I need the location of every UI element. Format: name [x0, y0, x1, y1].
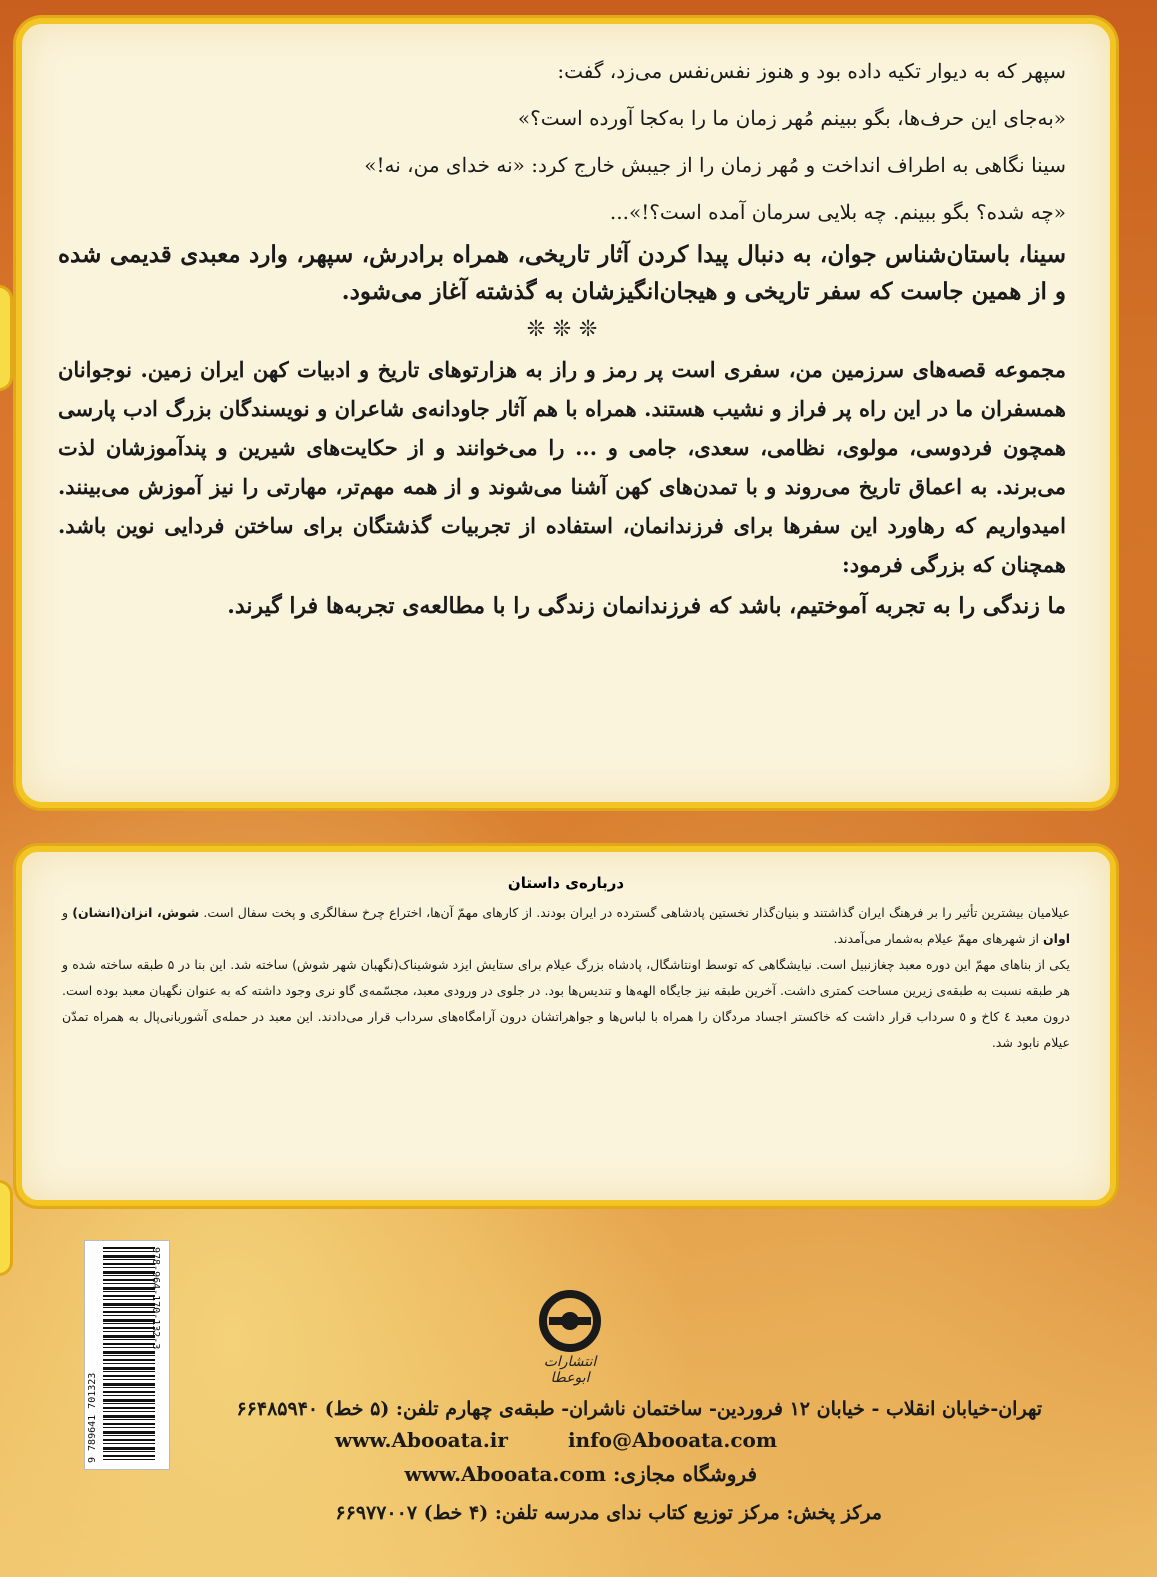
series-introduction	[58, 350, 1066, 584]
dialog-line-1: سپهر که به دیوار تکیه داده بود و هنوز نفس‌نفس می‌زد، گفت:	[557, 59, 1066, 83]
publisher-address: تهران-خیابان انقلاب - خیابان ۱۲ فروردین- ساختمان ناشران- طبقه‌ی چهارم تلفن: (۵ خط) ۶۶۴۸۵۹۴۰	[236, 1398, 1042, 1420]
about-p1-text: عیلامیان بیشترین تأثیر را بر فرهنگ ایران گذاشتند و بنیان‌گذار نخستین پادشاهی گسترده در ایران بودند. از کارهای مهمّ آن‌ها، اختراع چرخ سفالگری و پخت سفال است.	[199, 905, 1070, 920]
dialog-line-3: سینا نگاهی به اطراف انداخت و مُهر زمان را از جیبش خارج کرد: «نه خدای من، نه!»	[364, 153, 1066, 177]
distribution-center: مرکز پخش: مرکز توزیع کتاب ندای مدرسه تلفن: (۴ خط) ۶۶۹۷۷۰۰۷	[335, 1502, 882, 1524]
publisher-logo-text: انتشارات ابوعطا	[543, 1354, 597, 1386]
about-story-title: درباره‌ی داستان	[507, 874, 625, 892]
about-p1-city-avan: اوان	[1042, 931, 1070, 946]
dialog-line-2: «به‌جای این حرف‌ها، بگو ببینم مُهر زمان ما را به‌کجا آورده است؟»	[517, 106, 1066, 130]
barcode-digits: 9 789641 701323	[87, 1372, 98, 1463]
publisher-logo-icon	[539, 1290, 601, 1352]
online-shop[interactable]: فروشگاه مجازی: www.Abooata.com	[404, 1462, 757, 1486]
series-title: مجموعه قصه‌های سرزمین من،	[788, 357, 1066, 382]
isbn-number: 978-964-170-132-3	[150, 1247, 161, 1350]
about-p1-conj: و	[62, 905, 73, 920]
about-paragraph-1	[62, 900, 1070, 952]
panel-tab-decoration-lower	[0, 1180, 13, 1276]
isbn-barcode	[84, 1240, 170, 1470]
publisher-website-link[interactable]: www.Abooata.ir	[334, 1428, 508, 1452]
about-p1-end: از شهرهای مهمّ عیلام به‌شمار می‌آمدند.	[833, 931, 1043, 946]
dialog-line-4: «چه شده؟ بگو ببینم. چه بلایی سرمان آمده است؟!»...	[609, 200, 1066, 224]
barcode-bars	[103, 1247, 155, 1463]
publisher-web-email	[275, 1428, 777, 1452]
publisher-logo	[530, 1290, 610, 1400]
back-cover-text-panel	[16, 18, 1116, 808]
series-quote: ما زندگی را به تجربه آموختیم، باشد که فرزندانمان زندگی را با مطالعه‌ی تجربه‌ها فرا گیرند.	[227, 593, 1066, 619]
section-separator: ❊ ❊ ❊	[526, 317, 598, 342]
about-p1-cities: شوش، انزان(انشان)	[72, 905, 200, 920]
series-description: سفری است پر رمز و راز به هزارتوهای تاریخ و ادبیات کهن ایران زمین. نوجوانان همسفران ما در این راه پر فراز و نشیب هستند. همراه با هم آثار جاودانه‌ی شاعران و نویسندگان بزرگ ادب پارسی همچون فردوسی، مولوی، نظامی، سعدی، جامی و ... را می‌خوانند و از حکایت‌های شیرین و پندآموزشان لذت می‌برند. به اعماق تاریخ می‌روند و با تمدن‌های کهن آشنا می‌شوند و از همه مهم‌تر، مهارتی را نیز آموزش می‌بینند. امیدواریم که رهاورد این سفرها برای فرزندانمان، استفاده از تجربیات گذشتگان برای ساختن فردایی نوین باشد. همچنان که بزرگی فرمود:	[58, 357, 1066, 577]
panel-tab-decoration	[0, 285, 13, 391]
about-paragraph-2: یکی از بناهای مهمّ این دوره معبد چغازنبیل است. نیایشگاهی که توسط اونتاشگال، پادشاه بزرگ عیلام برای ستایش ایزد شوشیناک(نگهبان شهر شوش) ساخته شد. این بنا در ۵ طبقه ساخته شده و هر طبقه نسبت به طبقه‌ی زیرین مساحت کمتری داشت. آخرین طبقه نیز جایگاه الهه‌ها و تندیس‌ها بود. در جلوی در ورودی معبد، مجسّمه‌ی گاو نری وجود داشته که به عنوان نگهبان معبد بوده است. درون معبد ٤ کاخ و ٥ سرداب قرار داشت که خاکستر اجساد مردگان را همراه با لباس‌ها و جواهراتشان درون آرامگاه‌های سرداب قرار می‌دادند. این معبد در حمله‌ی آشوربانی‌پال به همراه تمدّن عیلام نابود شد.	[62, 957, 1070, 1050]
publisher-email-link[interactable]: info@Abooata.com	[567, 1428, 777, 1452]
story-summary: سینا، باستان‌شناس جوان، به دنبال پیدا کردن آثار تاریخی، همراه برادرش، سپهر، وارد معبدی قدیمی شده و از همین جاست که سفر تاریخی و هیجان‌انگیزشان به گذشته آغاز می‌شود.	[58, 241, 1066, 305]
about-story-panel	[16, 846, 1116, 1206]
